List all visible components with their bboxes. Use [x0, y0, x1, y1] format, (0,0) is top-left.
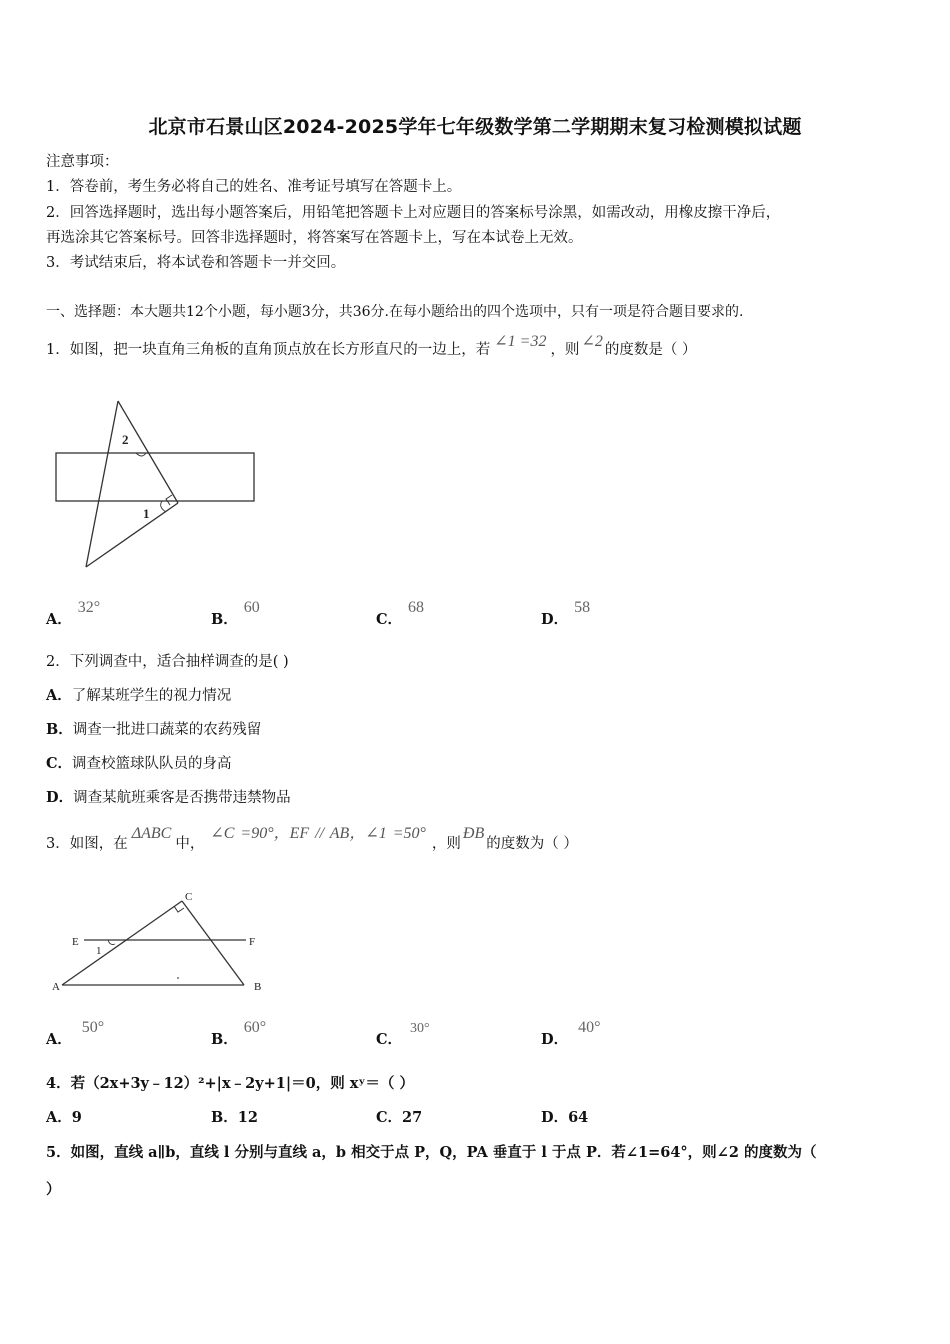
- q1-option-a[interactable]: [46, 596, 101, 628]
- q1-option-c-value: 68: [408, 599, 425, 616]
- notes-heading: 注意事项：: [46, 154, 119, 170]
- q1-option-d-value: 58: [574, 599, 591, 616]
- q1-figure: [50, 395, 265, 570]
- q4-option-b-label: B．: [211, 1109, 238, 1126]
- q1-option-c-label: C．: [376, 611, 403, 628]
- q4-option-d[interactable]: [541, 1108, 588, 1128]
- q4-option-d-label: D．: [541, 1109, 569, 1126]
- q3-option-a-label: A．: [46, 1031, 72, 1048]
- q3-option-d[interactable]: [541, 1016, 601, 1048]
- q4-option-a-value: 9: [71, 1109, 82, 1126]
- q3-text-a: 3．如图，在: [46, 836, 128, 852]
- label-1: 1: [96, 945, 102, 957]
- speck: [177, 977, 179, 979]
- q4-option-b[interactable]: [211, 1108, 258, 1128]
- q1-text-b: ，则: [550, 342, 580, 358]
- q2-option-d[interactable]: [46, 788, 291, 808]
- q1-text-c: 的度数是（ ）: [604, 342, 697, 358]
- page-title: 北京市石景山区2024-2025学年七年级数学第二学期期末复习检测模拟试题: [148, 116, 802, 138]
- triangle-side-bottom: [86, 503, 178, 567]
- note-item-2: 2．回答选择题时，选出每小题答案后，用铅笔把答题卡上对应题目的答案标号涂黑，如需改动，用橡皮擦干净后，: [46, 205, 781, 221]
- q3-math-conditions: ∠C =90°，EF // AB，∠1 =50°: [210, 825, 426, 842]
- q2-stem: 2．下列调查中，适合抽样调查的是( ): [46, 654, 289, 670]
- q3-option-a-value: 50°: [81, 1019, 105, 1036]
- q1-option-a-value: 32°: [77, 599, 101, 616]
- q2-option-a-label: A．: [46, 687, 72, 704]
- angle-2-label: 2: [122, 432, 129, 447]
- note-item-3: 3．考试结束后，将本试卷和答题卡一并交回。: [46, 255, 346, 271]
- q3-option-c[interactable]: [376, 1016, 430, 1048]
- q2-option-b-value: 调查一批进口蔬菜的农药残留: [72, 722, 262, 738]
- q3-option-b-label: B．: [211, 1031, 238, 1048]
- line-CB: [182, 901, 244, 985]
- q4-option-a-label: A．: [46, 1109, 72, 1126]
- q1-math-angle2: ∠2: [581, 333, 603, 350]
- q3-math-angleB: ÐB: [462, 825, 485, 842]
- label-A: A: [52, 981, 60, 993]
- q1-option-d-label: D．: [541, 611, 569, 628]
- q3-math-triangle: ΔABC: [131, 825, 172, 842]
- q4-option-c-value: 27: [402, 1109, 423, 1126]
- q3-option-b[interactable]: [211, 1016, 267, 1048]
- triangle-side-right: [118, 401, 178, 503]
- q2-option-c-value: 调查校篮球队队员的身高: [72, 756, 232, 772]
- angle-1-arc: [108, 940, 115, 945]
- label-C: C: [185, 891, 193, 903]
- label-B: B: [254, 981, 262, 993]
- q5-stem: 5．如图，直线 a∥b，直线 l 分别与直线 a，b 相交于点 P，Q，PA 垂直于 l 于点 P．若∠1=64°，则∠2 的度数为（: [46, 1144, 817, 1161]
- q2-option-d-label: D．: [46, 789, 74, 806]
- angle-1-label: 1: [143, 506, 150, 521]
- q1-option-d[interactable]: [541, 596, 591, 628]
- q1-option-b[interactable]: [211, 596, 260, 628]
- q4-option-b-value: 12: [237, 1109, 258, 1126]
- label-F: F: [249, 936, 256, 948]
- q2-option-a-value: 了解某班学生的视力情况: [71, 688, 232, 704]
- q3-stem: [46, 825, 578, 854]
- q3-option-a[interactable]: [46, 1016, 105, 1048]
- q3-figure: [48, 888, 273, 1000]
- q1-text-a: 1．如图，把一块直角三角板的直角顶点放在长方形直尺的一边上，若: [46, 342, 491, 358]
- q4-option-c-label: C．: [376, 1109, 403, 1126]
- q4-option-d-value: 64: [568, 1109, 589, 1126]
- q4-option-a[interactable]: [46, 1108, 82, 1128]
- q1-option-a-label: A．: [46, 611, 72, 628]
- q2-option-c[interactable]: [46, 754, 232, 774]
- q3-option-d-value: 40°: [578, 1019, 601, 1036]
- q3-option-b-value: 60°: [243, 1019, 267, 1036]
- q5-stem-cont: ）: [46, 1181, 61, 1198]
- ruler-rectangle: [56, 453, 254, 501]
- q1-stem: [46, 333, 697, 360]
- right-angle-mark-C: [174, 906, 184, 912]
- right-angle-mark: [166, 495, 172, 505]
- q3-option-c-value: 30°: [410, 1021, 430, 1036]
- q1-math-angle1: ∠1 =32: [494, 333, 547, 350]
- q3-text-c: ，则: [431, 836, 461, 852]
- q2-option-a[interactable]: [46, 686, 231, 706]
- q3-text-b: 中，: [175, 836, 205, 852]
- q2-option-d-value: 调查某航班乘客是否携带违禁物品: [73, 790, 291, 806]
- q4-stem: 4．若（2x+3y﹣12）²+|x﹣2y+1|＝0，则 xʸ＝（ ）: [46, 1075, 414, 1092]
- q2-option-b-label: B．: [46, 721, 73, 738]
- angle-1-arc: [161, 501, 166, 512]
- q3-option-c-label: C．: [376, 1031, 403, 1048]
- line-AC: [62, 901, 182, 985]
- q2-option-c-label: C．: [46, 755, 73, 772]
- label-E: E: [72, 936, 79, 948]
- q4-option-c[interactable]: [376, 1108, 422, 1128]
- section-heading: 一、选择题：本大题共12个小题，每小题3分，共36分.在每小题给出的四个选项中，只有一项是符合题目要求的.: [46, 304, 744, 320]
- triangle-side-left: [86, 401, 118, 567]
- q2-option-b[interactable]: [46, 720, 261, 740]
- q3-option-d-label: D．: [541, 1031, 569, 1048]
- note-item-1: 1．答卷前，考生务必将自己的姓名、准考证号填写在答题卡上。: [46, 179, 462, 195]
- q1-option-c[interactable]: [376, 596, 425, 628]
- q1-option-b-label: B．: [211, 611, 238, 628]
- q1-option-b-value: 60: [243, 599, 260, 616]
- note-item-2-cont: 再选涂其它答案标号。回答非选择题时，将答案写在答题卡上，写在本试卷上无效。: [46, 230, 583, 246]
- q3-text-d: 的度数为（ ）: [486, 836, 578, 852]
